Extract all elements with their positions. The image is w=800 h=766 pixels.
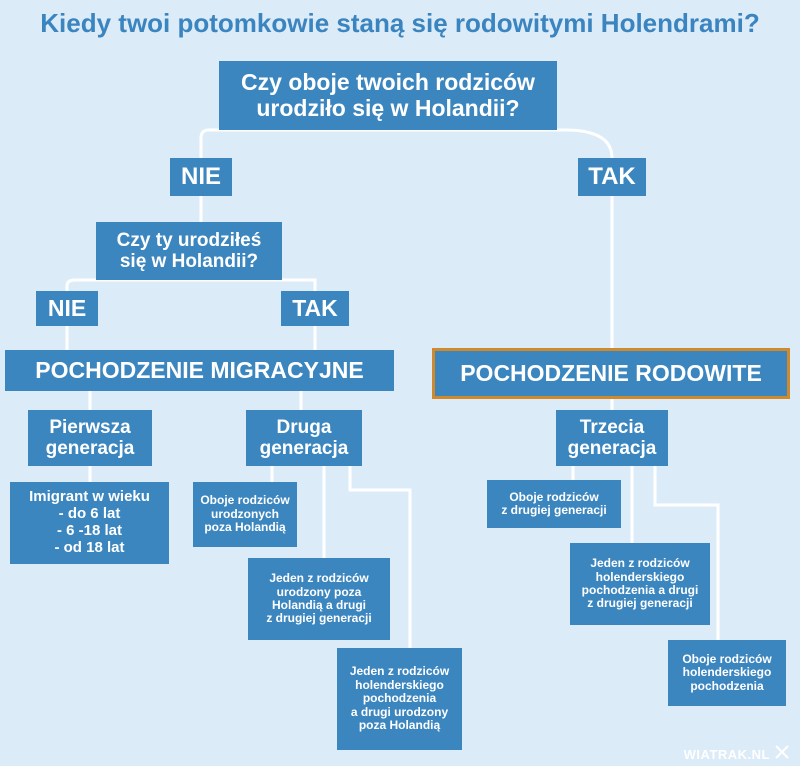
second-gen-one-parent-abroad-one-second: Jeden z rodziców urodzony poza Holandią a drugi z drugiej generacji [248,558,390,640]
answer-yes-2: TAK [281,291,349,326]
connector-q1-tak [388,130,612,158]
answer-yes-1: TAK [578,158,646,196]
first-generation: Pierwsza generacja [28,410,152,466]
third-gen-both-parents-second: Oboje rodziców z drugiej generacji [487,480,621,528]
third-gen-one-parent-dutch-one-second: Jeden z rodziców holenderskiego pochodzenia a drugi z drugiej generacji [570,543,710,625]
second-gen-both-parents-abroad: Oboje rodziców urodzonych poza Holandią [193,482,297,547]
windmill-icon [774,744,790,760]
question-parents-born-nl: Czy oboje twoich rodziców urodziło się w Holandii? [219,61,557,130]
answer-no-1: NIE [170,158,232,196]
answer-no-2: NIE [36,291,98,326]
watermark: WIATRAK.NL [683,747,770,762]
category-migration-origin: POCHODZENIE MIGRACYJNE [5,350,394,391]
third-generation: Trzecia generacja [556,410,668,466]
second-gen-one-parent-dutch-one-abroad: Jeden z rodziców holenderskiego pochodzenia a drugi urodzony poza Holandią [337,648,462,750]
second-generation: Druga generacja [246,410,362,466]
connector-q2-nie-tak [67,280,315,291]
page-title: Kiedy twoi potomkowie staną się rodowitymi Holendrami? [40,8,760,38]
category-native-origin: POCHODZENIE RODOWITE [432,348,790,399]
immigrant-age-box: Imigrant w wieku - do 6 lat - 6 -18 lat - od 18 lat [10,482,169,564]
third-gen-both-parents-dutch: Oboje rodziców holenderskiego pochodzenia [668,640,786,706]
question-you-born-nl: Czy ty urodziłeś się w Holandii? [96,222,282,280]
